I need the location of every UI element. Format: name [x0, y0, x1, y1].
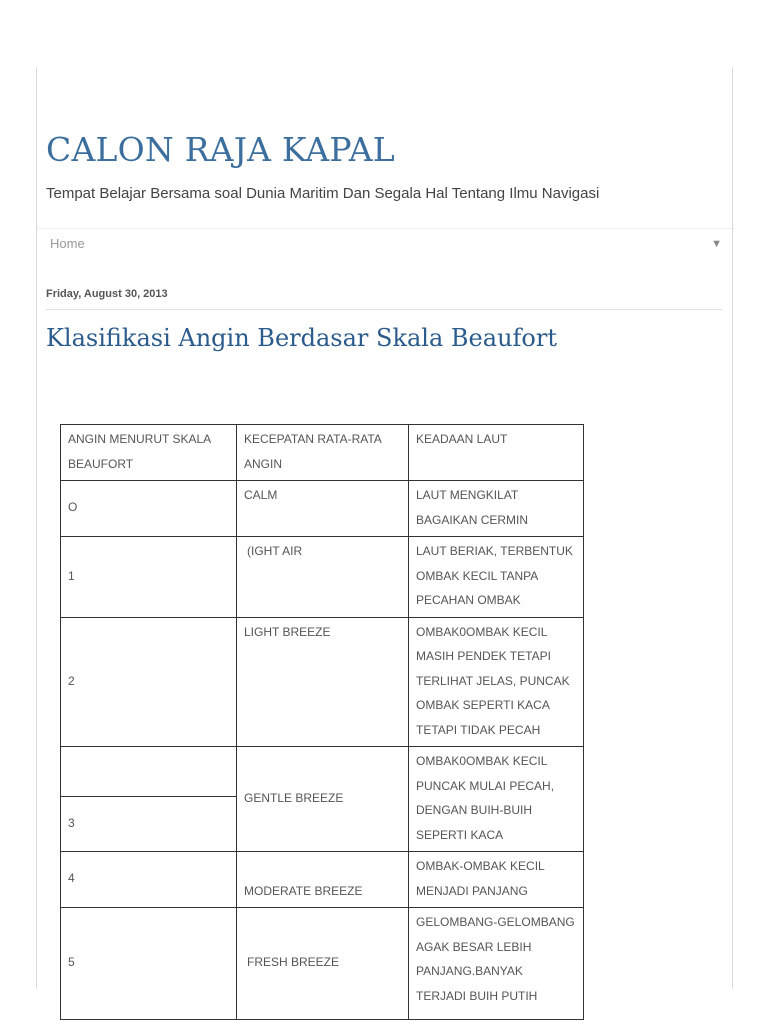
table-cell-sea: OMBAK-OMBAK KECIL MENJADI PANJANG	[409, 852, 584, 908]
table-row	[61, 852, 584, 908]
page-border-right	[732, 68, 733, 988]
table-cell-scale: 3	[61, 797, 237, 852]
date-divider	[46, 309, 722, 310]
table-cell-scale: 2	[61, 617, 237, 747]
blog-header	[46, 130, 736, 202]
table-row	[61, 747, 584, 797]
table-cell-sea: LAUT MENGKILAT BAGAIKAN CERMIN	[409, 481, 584, 537]
table-cell-wind: FRESH BREEZE	[237, 908, 409, 1020]
table-row	[61, 908, 584, 1020]
table-cell-wind: LIGHT BREEZE	[237, 617, 409, 747]
table-row	[61, 537, 584, 618]
table-cell-wind: (IGHT AIR	[237, 537, 409, 618]
nav-home-link[interactable]: Home	[50, 236, 85, 251]
table-cell-sea: GELOMBANG-GELOMBANG AGAK BESAR LEBIH PANJANG.BANYAK TERJADI BUIH PUTIH	[409, 908, 584, 1020]
table-cell-wind: GENTLE BREEZE	[237, 747, 409, 852]
dropdown-caret-icon[interactable]: ▼	[711, 238, 722, 250]
table-header-speed: KECEPATAN RATA-RATA ANGIN	[237, 425, 409, 481]
table-header-row	[61, 425, 584, 481]
table-header-sea: KEADAAN LAUT	[409, 425, 584, 481]
table-cell-scale: 5	[61, 908, 237, 1020]
table-cell-empty	[61, 747, 237, 797]
blog-title[interactable]: CALON RAJA KAPAL	[46, 130, 395, 169]
table-row	[61, 617, 584, 747]
blog-description: Tempat Belajar Bersama soal Dunia Maritim Dan Segala Hal Tentang Ilmu Navigasi	[46, 185, 600, 202]
page-border-left	[36, 68, 37, 988]
beaufort-table	[60, 424, 584, 1020]
table-cell-sea: OMBAK0OMBAK KECIL PUNCAK MULAI PECAH, DENGAN BUIH-BUIH SEPERTI KACA	[409, 747, 584, 852]
table-cell-scale: O	[61, 481, 237, 537]
table-cell-scale: 1	[61, 537, 237, 618]
table-cell-sea: OMBAK0OMBAK KECIL MASIH PENDEK TETAPI TERLIHAT JELAS, PUNCAK OMBAK SEPERTI KACA TETAPI TIDAK PECAH	[409, 617, 584, 747]
table-cell-wind: CALM	[237, 481, 409, 537]
table-cell-sea: LAUT BERIAK, TERBENTUK OMBAK KECIL TANPA PECAHAN OMBAK	[409, 537, 584, 618]
table-row	[61, 481, 584, 537]
table-cell-wind: MODERATE BREEZE	[237, 852, 409, 908]
nav-bar	[37, 228, 732, 261]
post-title[interactable]: Klasifikasi Angin Berdasar Skala Beaufort	[46, 324, 557, 352]
table-cell-scale: 4	[61, 852, 237, 908]
post-date: Friday, August 30, 2013	[46, 288, 168, 300]
table-header-scale: ANGIN MENURUT SKALA BEAUFORT	[61, 425, 237, 481]
